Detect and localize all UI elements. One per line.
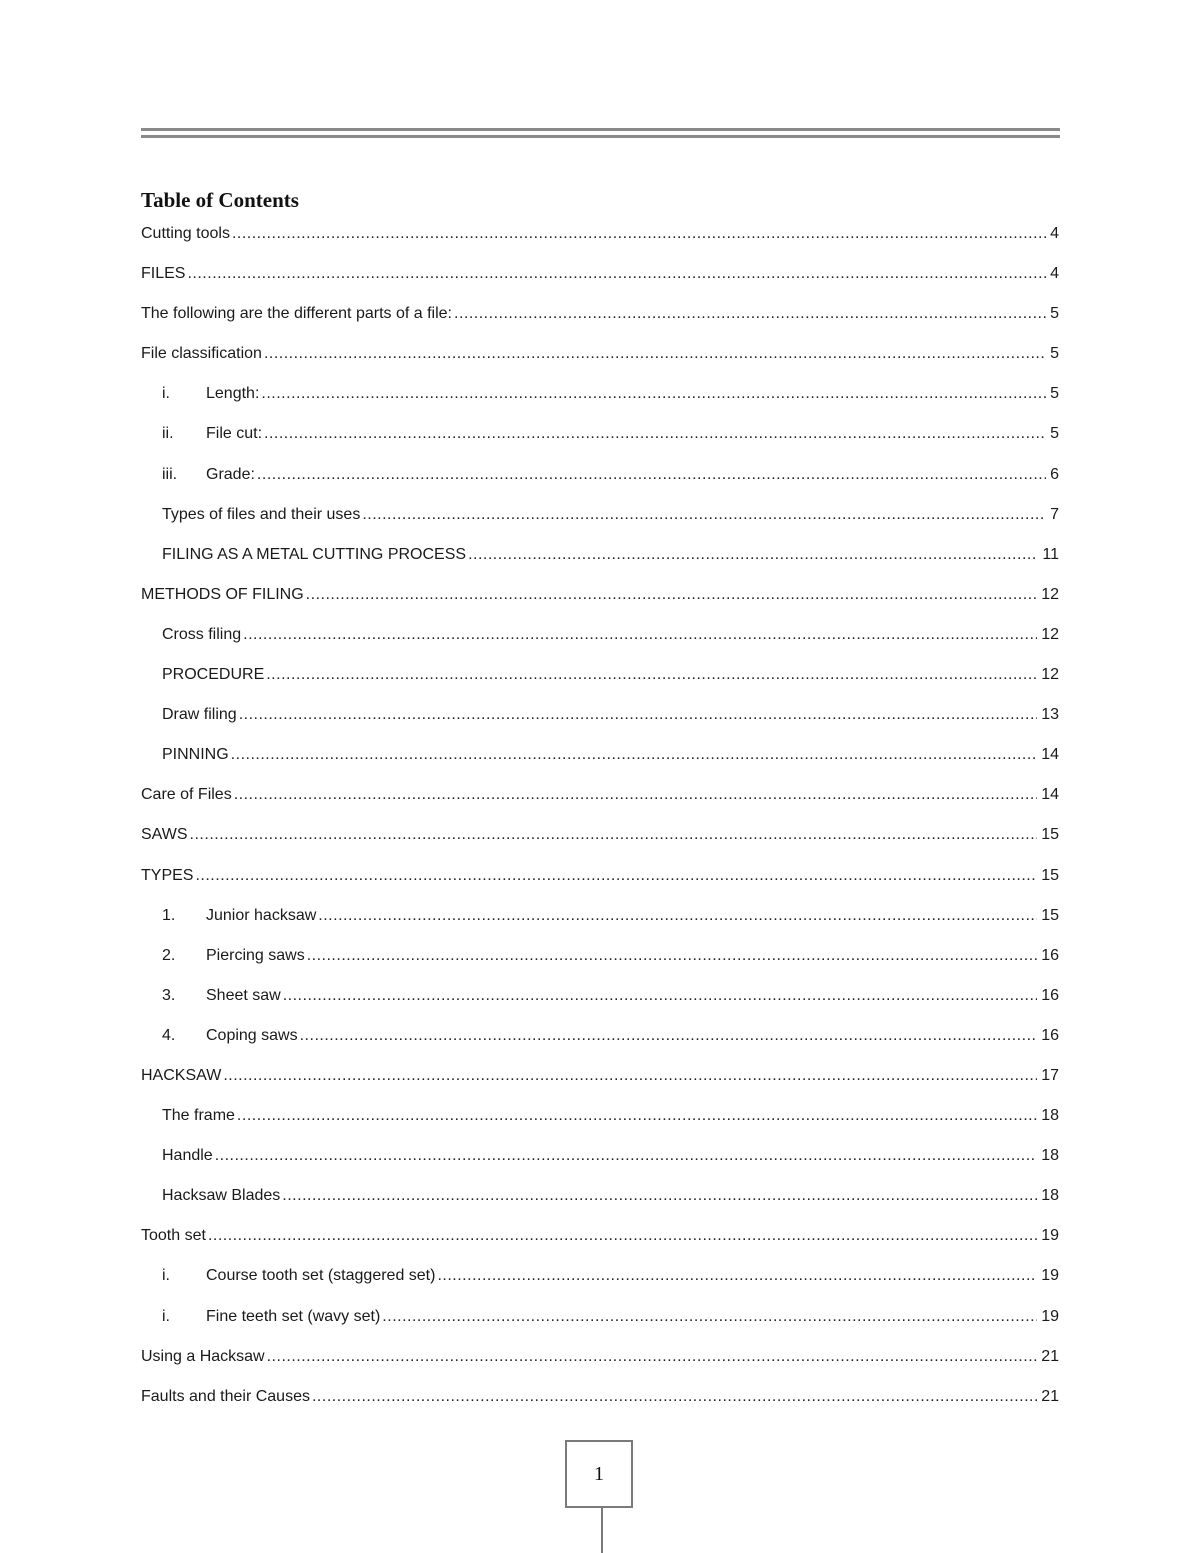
toc-entry-leader	[468, 543, 1038, 567]
toc-entry-leader	[190, 823, 1038, 847]
toc-entry-leader	[239, 703, 1038, 727]
toc-entry[interactable]	[141, 1305, 1059, 1345]
toc-entry-number: 3.	[162, 986, 176, 1004]
toc-entry-page: 13	[1041, 706, 1059, 724]
toc-entry-leader	[362, 503, 1046, 527]
toc-entry[interactable]	[141, 743, 1059, 783]
toc-entry[interactable]	[141, 703, 1059, 743]
toc-entry[interactable]	[141, 382, 1059, 422]
toc-entry-number: i.	[162, 385, 170, 403]
toc-entry[interactable]	[141, 1264, 1059, 1304]
toc-entry-page: 5	[1050, 385, 1059, 403]
toc-entry-page: 18	[1041, 1147, 1059, 1165]
toc-entry[interactable]	[141, 864, 1059, 904]
toc-entry-leader	[264, 342, 1046, 366]
toc-entry-page: 5	[1050, 345, 1059, 363]
toc-entry-leader	[261, 382, 1046, 406]
toc-entry-label: The following are the different parts of a file:	[141, 305, 452, 323]
toc-entry[interactable]	[141, 904, 1059, 944]
toc-entry[interactable]	[141, 543, 1059, 583]
toc-entry-page: 15	[1041, 906, 1059, 924]
toc-entry-label: File classification	[141, 345, 262, 363]
toc-entry-leader	[283, 984, 1037, 1008]
toc-entry-page: 15	[1041, 826, 1059, 844]
toc-entry-number: iii.	[162, 465, 178, 483]
toc-entry[interactable]	[141, 984, 1059, 1024]
toc-entry-label: METHODS OF FILING	[141, 585, 304, 603]
toc-entry-number: 2.	[162, 946, 176, 964]
toc-entry[interactable]	[141, 503, 1059, 543]
toc-entry-leader	[264, 422, 1046, 446]
toc-entry-label: File cut:	[206, 425, 263, 443]
toc-entry[interactable]	[141, 1224, 1059, 1264]
toc-entry-page: 12	[1041, 625, 1059, 643]
toc-entry-leader	[282, 1184, 1037, 1208]
toc-entry-page: 12	[1041, 585, 1059, 603]
toc-entry-label: Sheet saw	[206, 986, 281, 1004]
toc-entry-label: HACKSAW	[141, 1066, 222, 1084]
toc-entry-page: 12	[1041, 666, 1059, 684]
toc-entry[interactable]	[141, 302, 1059, 342]
toc-entry-label: Piercing saws	[206, 946, 305, 964]
toc-entry-label: Care of Files	[141, 786, 232, 804]
toc-entry[interactable]	[141, 463, 1059, 503]
toc-entry[interactable]	[141, 342, 1059, 382]
toc-entry-leader	[223, 1064, 1037, 1088]
toc-entry[interactable]	[141, 823, 1059, 863]
toc-entry-label: Using a Hacksaw	[141, 1347, 265, 1365]
toc-entry-page: 4	[1050, 225, 1059, 242]
toc-entry-label: FILES	[141, 265, 186, 283]
toc-entry-leader	[437, 1264, 1037, 1288]
toc-entry[interactable]	[141, 1104, 1059, 1144]
toc-entry-leader	[306, 583, 1038, 607]
toc-entry-page: 14	[1041, 746, 1059, 764]
toc-entry-page: 16	[1041, 1026, 1059, 1044]
toc-entry-page: 5	[1050, 305, 1059, 323]
toc-list	[141, 222, 1059, 1425]
toc-entry-label: Cross filing	[162, 625, 242, 643]
toc-entry-leader	[312, 1385, 1037, 1409]
toc-entry[interactable]	[141, 583, 1059, 623]
toc-entry-leader	[243, 623, 1037, 647]
toc-entry-label: PINNING	[162, 746, 229, 764]
page-number: 1	[594, 1462, 604, 1485]
toc-entry-number: i.	[162, 1267, 170, 1285]
toc-entry[interactable]	[141, 623, 1059, 663]
toc-entry[interactable]	[141, 1064, 1059, 1104]
toc-entry-label: Tooth set	[141, 1227, 206, 1245]
toc-entry-label: Draw filing	[162, 706, 237, 724]
toc-entry-label: Length:	[206, 385, 260, 403]
toc-entry-label: TYPES	[141, 866, 194, 884]
toc-entry-leader	[234, 783, 1038, 807]
toc-entry[interactable]	[141, 663, 1059, 703]
toc-entry-leader	[257, 463, 1046, 487]
toc-entry-page: 16	[1041, 986, 1059, 1004]
toc-entry-page: 19	[1041, 1307, 1059, 1325]
toc-entry-label: FILING AS A METAL CUTTING PROCESS	[162, 545, 467, 563]
toc-entry-label: SAWS	[141, 826, 188, 844]
toc-entry-number: 1.	[162, 906, 176, 924]
page-number-connector-line	[601, 1508, 603, 1553]
toc-entry[interactable]	[141, 1024, 1059, 1064]
toc-entry[interactable]	[141, 1345, 1059, 1385]
toc-entry-leader	[187, 262, 1046, 286]
toc-entry-leader	[232, 222, 1046, 246]
toc-entry-leader	[195, 864, 1037, 888]
toc-entry-leader	[382, 1305, 1037, 1329]
toc-entry-page: 21	[1041, 1347, 1059, 1365]
toc-entry-label: Handle	[162, 1147, 213, 1165]
toc-entry-page: 19	[1041, 1227, 1059, 1245]
toc-entry-label: Course tooth set (staggered set)	[206, 1267, 436, 1285]
toc-entry[interactable]	[141, 944, 1059, 984]
toc-entry-page: 18	[1041, 1187, 1059, 1205]
toc-entry-page: 19	[1041, 1267, 1059, 1285]
toc-entry-label: Grade:	[206, 465, 255, 483]
toc-entry-label: Hacksaw Blades	[162, 1187, 281, 1205]
header-rule-bottom	[141, 135, 1060, 138]
toc-entry-leader	[231, 743, 1038, 767]
toc-entry-page: 4	[1050, 265, 1059, 283]
toc-entry-number: 4.	[162, 1026, 176, 1044]
toc-entry-label: Types of files and their uses	[162, 505, 361, 523]
toc-entry-page: 11	[1042, 545, 1059, 563]
toc-entry-page: 7	[1050, 505, 1059, 523]
toc-entry-label: PROCEDURE	[162, 666, 265, 684]
toc-entry-page: 21	[1041, 1387, 1059, 1405]
toc-entry[interactable]	[141, 783, 1059, 823]
toc-entry-number: i.	[162, 1307, 170, 1325]
toc-entry-leader	[208, 1224, 1037, 1248]
toc-entry[interactable]	[141, 1144, 1059, 1184]
toc-entry[interactable]	[141, 262, 1059, 302]
toc-entry-label: Coping saws	[206, 1026, 298, 1044]
toc-entry-page: 6	[1050, 465, 1059, 483]
toc-entry-label: Cutting tools	[141, 225, 230, 242]
toc-title: Table of Contents	[141, 188, 299, 212]
toc-entry-number: ii.	[162, 425, 174, 443]
toc-entry-label: The frame	[162, 1107, 235, 1125]
toc-entry-leader	[318, 904, 1037, 928]
toc-entry-leader	[300, 1024, 1038, 1048]
toc-entry[interactable]	[141, 1184, 1059, 1224]
toc-entry-label: Faults and their Causes	[141, 1387, 310, 1405]
toc-entry[interactable]	[141, 422, 1059, 462]
toc-entry-leader	[307, 944, 1038, 968]
toc-entry-page: 14	[1041, 786, 1059, 804]
toc-entry-leader	[215, 1144, 1038, 1168]
toc-entry-page: 15	[1041, 866, 1059, 884]
toc-entry-leader	[237, 1104, 1037, 1128]
toc-entry-page: 5	[1050, 425, 1059, 443]
toc-entry-label: Fine teeth set (wavy set)	[206, 1307, 381, 1325]
toc-entry-page: 16	[1041, 946, 1059, 964]
header-rule-top	[141, 128, 1060, 131]
toc-entry-page: 17	[1041, 1066, 1059, 1084]
toc-entry-page: 18	[1041, 1107, 1059, 1125]
toc-entry[interactable]	[141, 1385, 1059, 1425]
toc-entry-label: Junior hacksaw	[206, 906, 317, 924]
toc-entry-leader	[267, 1345, 1038, 1369]
toc-entry[interactable]	[141, 222, 1059, 262]
toc-entry-leader	[266, 663, 1037, 687]
page-number-box	[565, 1440, 633, 1508]
toc-entry-leader	[454, 302, 1046, 326]
